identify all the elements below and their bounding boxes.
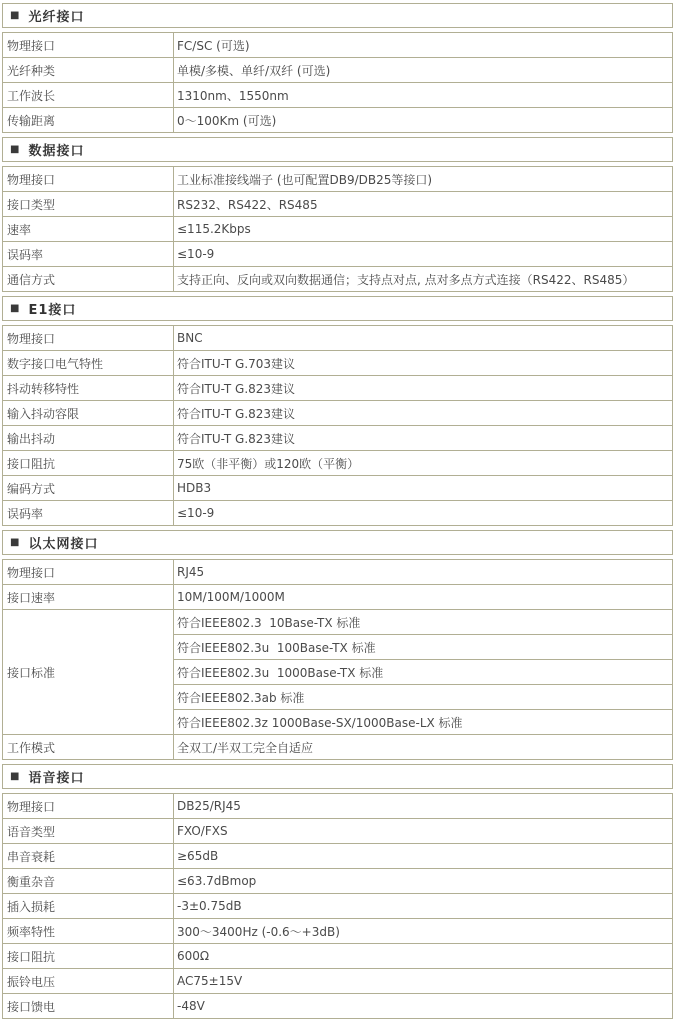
spec-label-cell: 误码率 xyxy=(3,242,174,267)
spec-section xyxy=(2,3,673,133)
spec-label-cell: 接口阻抗 xyxy=(3,451,174,476)
spec-label-cell: 语音类型 xyxy=(3,819,174,844)
spec-row xyxy=(3,401,673,426)
spec-row xyxy=(3,819,673,844)
section-title: 以太网接口 xyxy=(28,537,99,552)
section-header xyxy=(2,764,673,789)
spec-row xyxy=(3,610,673,635)
spec-label-cell: 物理接口 xyxy=(3,560,174,585)
spec-value-cell: 600Ω xyxy=(174,944,673,969)
section-header xyxy=(2,530,673,555)
spec-table xyxy=(2,32,673,133)
spec-value-cell: -3±0.75dB xyxy=(174,894,673,919)
spec-row xyxy=(3,844,673,869)
spec-value-cell: ≤10-9 xyxy=(174,242,673,267)
spec-row xyxy=(3,869,673,894)
spec-value-cell: ≤63.7dBmop xyxy=(174,869,673,894)
section-bullet-icon: ■ xyxy=(10,536,20,548)
spec-row xyxy=(3,451,673,476)
spec-table xyxy=(2,325,673,526)
spec-row xyxy=(3,217,673,242)
spec-label-cell: 接口馈电 xyxy=(3,994,174,1019)
spec-value-cell: 符合ITU-T G.823建议 xyxy=(174,401,673,426)
section-title: 数据接口 xyxy=(28,144,85,159)
spec-value-cell: 符合IEEE802.3u 1000Base-TX 标准 xyxy=(174,660,673,685)
spec-row xyxy=(3,326,673,351)
spec-value-cell: HDB3 xyxy=(174,476,673,501)
spec-label-cell: 频率特性 xyxy=(3,919,174,944)
spec-value-cell: 符合ITU-T G.703建议 xyxy=(174,351,673,376)
spec-value-cell: -48V xyxy=(174,994,673,1019)
spec-row xyxy=(3,58,673,83)
spec-value-cell: 10M/100M/1000M xyxy=(174,585,673,610)
section-header xyxy=(2,3,673,28)
spec-row xyxy=(3,426,673,451)
spec-section xyxy=(2,137,673,292)
spec-value-cell: RJ45 xyxy=(174,560,673,585)
spec-value-cell: 0～100Km (可选) xyxy=(174,108,673,133)
spec-label-cell: 物理接口 xyxy=(3,326,174,351)
spec-row xyxy=(3,994,673,1019)
spec-value-cell: 单模/多模、单纤/双纤 (可选) xyxy=(174,58,673,83)
spec-label-cell: 插入损耗 xyxy=(3,894,174,919)
section-bullet-icon: ■ xyxy=(10,143,20,155)
spec-label-cell: 振铃电压 xyxy=(3,969,174,994)
spec-row xyxy=(3,735,673,760)
spec-row xyxy=(3,560,673,585)
spec-row xyxy=(3,242,673,267)
spec-value-cell: ≤10-9 xyxy=(174,501,673,526)
spec-label-cell: 工作模式 xyxy=(3,735,174,760)
spec-value-cell: 1310nm、1550nm xyxy=(174,83,673,108)
spec-label-cell: 数字接口电气特性 xyxy=(3,351,174,376)
section-bullet-icon: ■ xyxy=(10,770,20,782)
spec-table xyxy=(2,793,673,1019)
spec-value-cell: 符合ITU-T G.823建议 xyxy=(174,426,673,451)
spec-row xyxy=(3,167,673,192)
spec-value-cell: 符合IEEE802.3 10Base-TX 标准 xyxy=(174,610,673,635)
spec-label-cell: 工作波长 xyxy=(3,83,174,108)
spec-section xyxy=(2,530,673,760)
spec-label-cell: 误码率 xyxy=(3,501,174,526)
spec-value-cell: DB25/RJ45 xyxy=(174,794,673,819)
spec-row xyxy=(3,476,673,501)
spec-row xyxy=(3,944,673,969)
section-title: E1接口 xyxy=(28,303,77,318)
spec-row xyxy=(3,376,673,401)
spec-label-cell: 接口速率 xyxy=(3,585,174,610)
spec-label-cell: 接口阻抗 xyxy=(3,944,174,969)
spec-value-cell: 符合IEEE802.3ab 标准 xyxy=(174,685,673,710)
spec-label-cell: 串音衰耗 xyxy=(3,844,174,869)
spec-label-cell: 输入抖动容限 xyxy=(3,401,174,426)
spec-label-cell: 抖动转移特性 xyxy=(3,376,174,401)
spec-label-cell: 输出抖动 xyxy=(3,426,174,451)
spec-row xyxy=(3,351,673,376)
spec-value-cell: RS232、RS422、RS485 xyxy=(174,192,673,217)
section-header xyxy=(2,296,673,321)
spec-label-cell: 物理接口 xyxy=(3,33,174,58)
spec-table xyxy=(2,166,673,292)
spec-value-cell: FC/SC (可选) xyxy=(174,33,673,58)
spec-label-cell: 编码方式 xyxy=(3,476,174,501)
spec-row xyxy=(3,894,673,919)
spec-section xyxy=(2,296,673,526)
spec-row xyxy=(3,33,673,58)
spec-label-cell: 衡重杂音 xyxy=(3,869,174,894)
spec-row xyxy=(3,108,673,133)
spec-row xyxy=(3,919,673,944)
spec-value-cell: ≥65dB xyxy=(174,844,673,869)
spec-row xyxy=(3,501,673,526)
section-bullet-icon: ■ xyxy=(10,302,20,314)
spec-row xyxy=(3,585,673,610)
spec-row xyxy=(3,192,673,217)
spec-tables xyxy=(2,3,673,1019)
spec-value-cell: 75欧（非平衡）或120欧（平衡） xyxy=(174,451,673,476)
spec-row xyxy=(3,83,673,108)
spec-label-cell: 物理接口 xyxy=(3,167,174,192)
spec-value-cell: BNC xyxy=(174,326,673,351)
spec-label-cell: 物理接口 xyxy=(3,794,174,819)
section-header xyxy=(2,137,673,162)
spec-label-cell: 通信方式 xyxy=(3,267,174,292)
spec-value-cell: 支持正向、反向或双向数据通信；支持点对点, 点对多点方式连接（RS422、RS485） xyxy=(174,267,673,292)
spec-label-cell: 光纤种类 xyxy=(3,58,174,83)
spec-value-cell: 工业标准接线端子 (也可配置DB9/DB25等接口) xyxy=(174,167,673,192)
spec-value-cell: AC75±15V xyxy=(174,969,673,994)
spec-value-cell: 300～3400Hz (-0.6～+3dB) xyxy=(174,919,673,944)
section-title: 语音接口 xyxy=(28,771,85,786)
spec-label-cell: 传输距离 xyxy=(3,108,174,133)
spec-value-cell: 全双工/半双工完全自适应 xyxy=(174,735,673,760)
spec-value-cell: ≤115.2Kbps xyxy=(174,217,673,242)
spec-row xyxy=(3,794,673,819)
section-bullet-icon: ■ xyxy=(10,9,20,21)
spec-value-cell: 符合IEEE802.3z 1000Base-SX/1000Base-LX 标准 xyxy=(174,710,673,735)
spec-label-cell: 速率 xyxy=(3,217,174,242)
spec-label-cell: 接口类型 xyxy=(3,192,174,217)
spec-label-cell: 接口标准 xyxy=(3,610,174,735)
spec-row xyxy=(3,969,673,994)
spec-value-cell: 符合ITU-T G.823建议 xyxy=(174,376,673,401)
spec-section xyxy=(2,764,673,1019)
spec-value-cell: 符合IEEE802.3u 100Base-TX 标准 xyxy=(174,635,673,660)
spec-value-cell: FXO/FXS xyxy=(174,819,673,844)
section-title: 光纤接口 xyxy=(28,10,85,25)
spec-row xyxy=(3,267,673,292)
spec-table xyxy=(2,559,673,760)
